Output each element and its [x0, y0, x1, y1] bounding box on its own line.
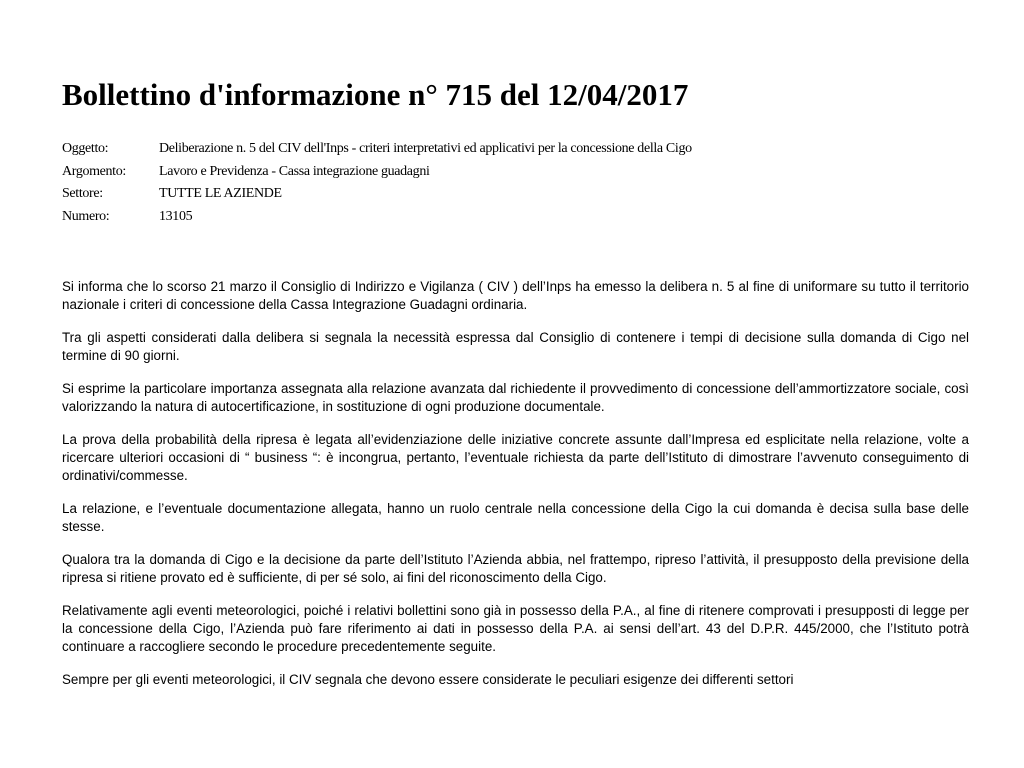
body-paragraph: Tra gli aspetti considerati dalla delibera si segnala la necessità espressa dal Consiglio di contenere i tempi di decisione sulla domanda di Cigo nel termine di 90 giorni. — [62, 330, 969, 363]
body-paragraph: Sempre per gli eventi meteorologici, il CIV segnala che devono essere considerate le peculiari esigenze dei differenti settori — [62, 672, 794, 687]
meta-label-argomento: Argomento: — [62, 163, 126, 179]
meta-value-oggetto: Deliberazione n. 5 del CIV dell'Inps - criteri interpretativi ed applicativi per la concessione della Cigo — [159, 141, 692, 156]
body-paragraph: Qualora tra la domanda di Cigo e la decisione da parte dell’Istituto l’Azienda abbia, nel frattempo, ripreso l’attività, il presupposto della previsione della ripresa si ritiene provato ed è sufficiente, di per sé solo, ai fini del riconoscimento della Cigo. — [62, 552, 969, 585]
meta-row-settore — [62, 184, 692, 207]
body-paragraph: Si informa che lo scorso 21 marzo il Consiglio di Indirizzo e Vigilanza ( CIV ) dell’Inps ha emesso la delibera n. 5 al fine di uniformare su tutto il territorio nazionale i criteri di concessione della Cassa Integrazione Guadagni ordinaria. — [62, 279, 969, 312]
meta-row-oggetto — [62, 139, 692, 162]
body-paragraph: La prova della probabilità della ripresa è legata all’evidenziazione delle iniziative concrete assunte dall’Impresa ed esplicitate nella relazione, volte a ricercare ulteriori occasioni di “ business “: è incongrua, pertanto, l’eventuale richiesta da parte dell’Istituto di dimostrare l’avvenuto conseguimento di ordinativi/commesse. — [62, 432, 969, 483]
meta-label-numero: Numero: — [62, 208, 110, 224]
body-paragraph: Si esprime la particolare importanza assegnata alla relazione avanzata dal richiedente il provvedimento di concessione dell’ammortizzatore sociale, così valorizzando la natura di autocertificazione, in sostituzione di ogni produzione documentale. — [62, 381, 969, 414]
page-title: Bollettino d'informazione n° 715 del 12/04/2017 — [62, 77, 689, 112]
meta-row-numero — [62, 207, 692, 230]
document-body — [62, 278, 969, 704]
body-paragraph: Relativamente agli eventi meteorologici, poiché i relativi bollettini sono già in possesso della P.A., al fine di ritenere comprovati i presupposti di legge per la concessione della Cigo, l’Azienda può fare riferimento ai dati in possesso della P.A. ai sensi dell’art. 43 del D.P.R. 445/2000, che l’Istituto potrà continuare a raccogliere secondo le procedure precedentemente seguite. — [62, 603, 969, 654]
meta-value-numero: 13105 — [159, 208, 193, 224]
meta-row-argomento — [62, 162, 692, 185]
meta-value-settore: TUTTE LE AZIENDE — [159, 186, 282, 201]
meta-label-oggetto: Oggetto: — [62, 141, 109, 156]
metadata-block — [62, 139, 692, 229]
meta-label-settore: Settore: — [62, 186, 103, 201]
body-paragraph: La relazione, e l’eventuale documentazione allegata, hanno un ruolo centrale nella concessione della Cigo la cui domanda è decisa sulla base delle stesse. — [62, 501, 969, 534]
meta-value-argomento: Lavoro e Previdenza - Cassa integrazione guadagni — [159, 163, 430, 179]
